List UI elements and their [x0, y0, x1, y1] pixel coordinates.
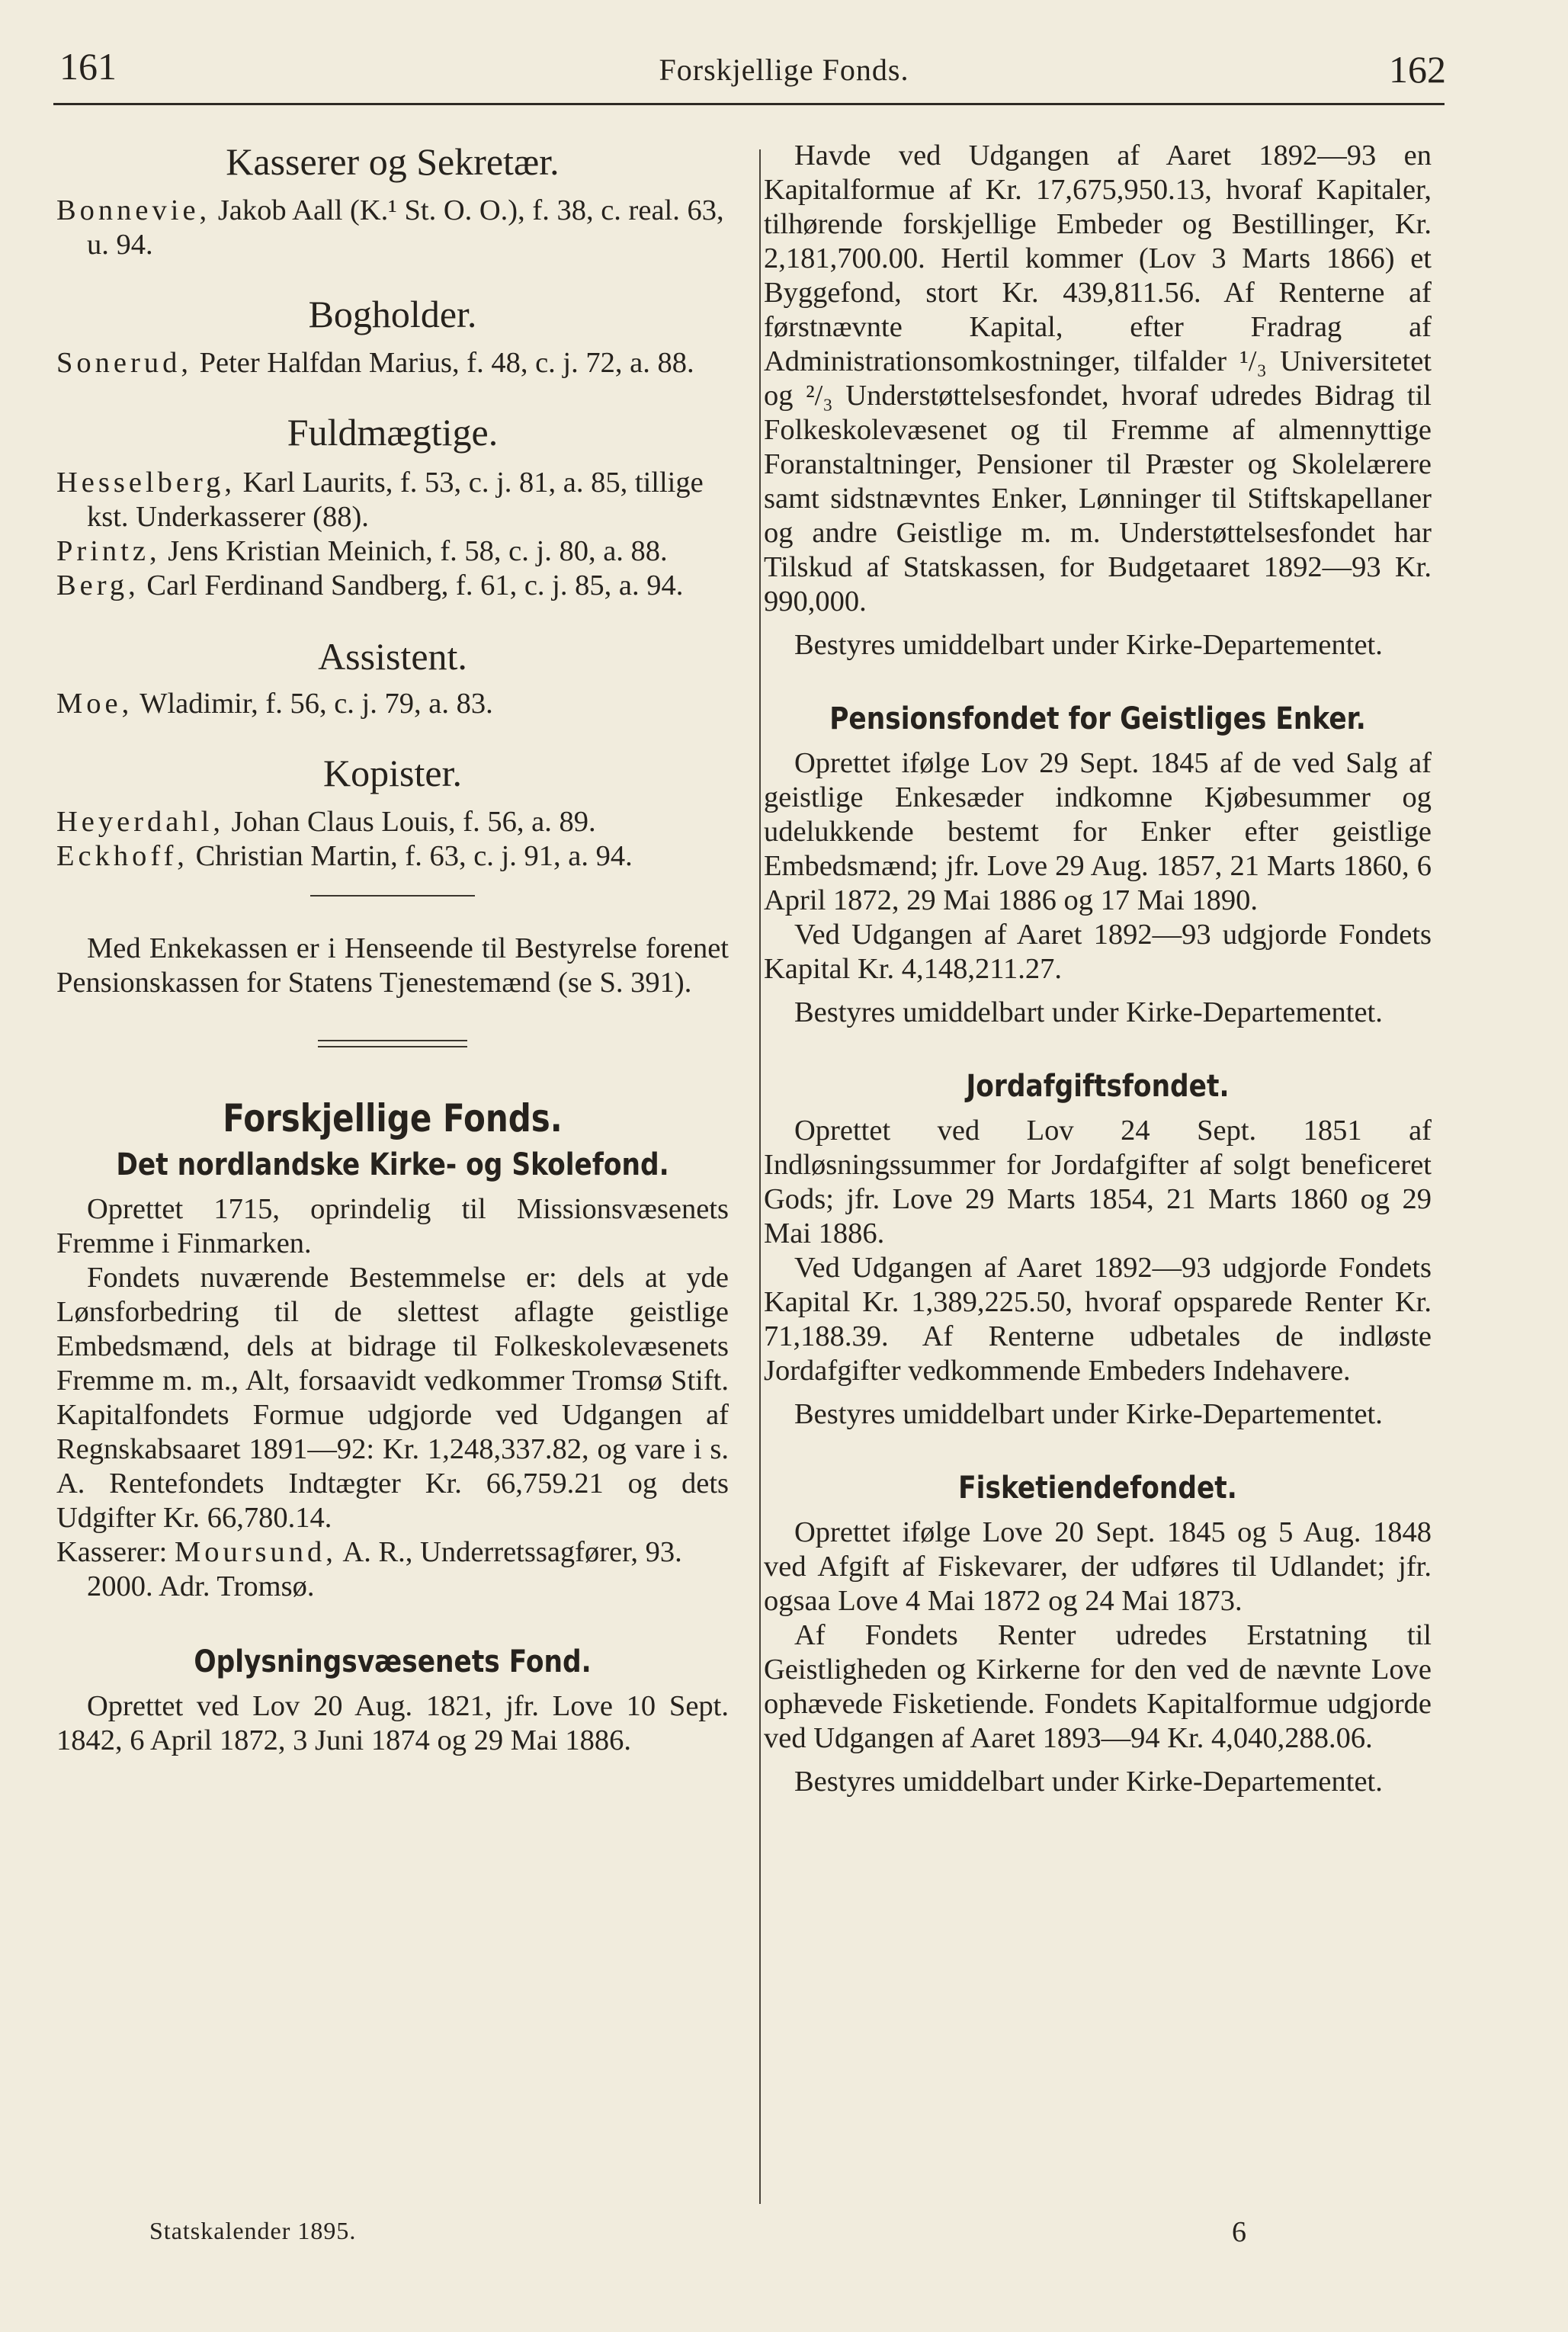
continuation-p2: Bestyres umiddelbart under Kirke-Departementet.: [794, 629, 1383, 661]
pensionsfondet-p2: Ved Udgangen af Aaret 1892—93 udgjorde Fondets Kapital Kr. 4,148,211.27.: [764, 919, 1432, 985]
footer-signature: 6: [1232, 2216, 1246, 2248]
nordlandske-p2: Fondets nuværende Bestemmelse er: dels at yde Lønsforbedring til de slettest aflagte geistlige Embedsmænd, dels at bidrage til Folkeskolevæsenets Fremme m. m., Alt, forsaavidt vedkommer Tromsø Stift. Kapitalfondets Formue udgjorde ved Udgangen af Regnskabsaaret 1891—92: Kr. 1,248,337.82, og vare i s. A. Rentefondets Indtægter Kr. 66,759.21 og dets Udgifter Kr. 66,780.14.: [56, 1262, 729, 1534]
pensionsfondet-p3: Bestyres umiddelbart under Kirke-Departementet.: [794, 996, 1383, 1028]
heading-oplysning: Oplysningsvæsenets Fond.: [194, 1644, 592, 1679]
entry-bonnevie: Bonnevie, Jakob Aall (K.¹ St. O. O.), f. 38, c. real. 63, u. 94.: [56, 194, 724, 261]
running-title: Forskjellige Fonds.: [659, 53, 909, 87]
pensionsfondet-p1: Oprettet ifølge Lov 29 Sept. 1845 af de ved Salg af geistlige Enkesæder indkomne Kjøbesummer og udelukkende bestemt for Enker efter geistlige Embedsmænd; jfr. Love 29 Aug. 1857, 21 Marts 1860, 6 April 1872, 29 Mai 1886 og 17 Mai 1890.: [764, 747, 1432, 916]
jordafgift-p2: Ved Udgangen af Aaret 1892—93 udgjorde Fondets Kapital Kr. 1,389,225.50, hvoraf opsparede Renter Kr. 71,188.39. Af Renterne udbetales de indløste Jordafgifter vedkommende Embeders Indehavere.: [764, 1252, 1432, 1387]
fisketiende-p3: Bestyres umiddelbart under Kirke-Departementet.: [794, 1766, 1383, 1798]
nordlandske-kasserer: Kasserer: Moursund, A. R., Underretssagfører, 93. 2000. Adr. Tromsø.: [56, 1536, 682, 1602]
heading-bogholder: Bogholder.: [308, 293, 477, 335]
double-rule: [318, 1040, 467, 1047]
nordlandske-p1: Oprettet 1715, oprindelig til Missionsvæsenets Fremme i Finmarken.: [56, 1193, 729, 1259]
heading-assistent: Assistent.: [318, 635, 467, 678]
fisketiende-p2: Af Fondets Renter udredes Erstatning til Geistligheden og Kirkerne for den ved de nævnte Love ophævede Fisketiende. Fondets Kapitalformue udgjorde ved Udgangen af Aaret 1893—94 Kr. 4,040,288.06.: [764, 1619, 1432, 1754]
left-column: [56, 139, 729, 1758]
entry-sonerud: Sonerud, Peter Halfdan Marius, f. 48, c. j. 72, a. 88.: [56, 347, 694, 379]
heading-fisketiende: Fisketiendefondet.: [958, 1471, 1237, 1506]
right-column: [764, 139, 1432, 1799]
heading-jordafgift: Jordafgiftsfondet.: [966, 1069, 1230, 1104]
oplysning-p1: Oprettet ved Lov 20 Aug. 1821, jfr. Love 10 Sept. 1842, 6 April 1872, 3 Juni 1874 og 29 Mai 1886.: [56, 1690, 729, 1756]
entry-heyerdahl: Heyerdahl, Johan Claus Louis, f. 56, a. 89.: [56, 806, 596, 838]
entry-eckhoff: Eckhoff, Christian Martin, f. 63, c. j. 91, a. 94.: [56, 840, 633, 872]
fisketiende-p1: Oprettet ifølge Love 20 Sept. 1845 og 5 Aug. 1848 ved Afgift af Fiskevarer, der udføres til Udlandet; jfr. ogsaa Love 4 Mai 1872 og 24 Mai 1873.: [764, 1516, 1432, 1617]
continuation-p1: Havde ved Udgangen af Aaret 1892—93 en Kapitalformue af Kr. 17,675,950.13, hvoraf Kapitaler, tilhørende forskjellige Embeder og Bestillinger, Kr. 2,181,700.00. Hertil kommer (Lov 3 Marts 1866) et Byggefond, stort Kr. 439,811.56. Af Renterne af førstnævnte Kapital, efter Fradrag af Administrationsomkostninger, tilfalder ¹/₃ Universitetet og ²/₃ Understøttelsesfondet, hvoraf udredes Bidrag til Folkeskolevæsenet og til Fremme af almennyttige Foranstaltninger, Pensioner til Præster og Skolelærere samt sidstnævntes Enker, Lønninger til Stiftskapellaner og andre Geistlige m. m. Understøttelsesfondet har Tilskud af Statskassen, for Budgetaaret 1892—93 Kr. 990,000.: [764, 140, 1432, 617]
heading-kopister: Kopister.: [323, 752, 462, 794]
entry-printz: Printz, Jens Kristian Meinich, f. 58, c. j. 80, a. 88.: [56, 535, 668, 567]
enkekassen-note: Med Enkekassen er i Henseende til Bestyrelse forenet Pensionskassen for Statens Tjenestemænd (se S. 391).: [56, 932, 729, 999]
page-header: [0, 0, 1568, 114]
page-number-left: 161: [59, 45, 117, 88]
heading-forskjellige-fonds: Forskjellige Fonds.: [223, 1096, 563, 1140]
jordafgift-p3: Bestyres umiddelbart under Kirke-Departementet.: [794, 1398, 1383, 1430]
heading-pensionsfondet: Pensionsfondet for Geistliges Enker.: [829, 701, 1366, 736]
column-divider: [759, 149, 761, 2204]
header-rule: [53, 103, 1445, 105]
heading-fuldmaegtige: Fuldmægtige.: [287, 411, 499, 454]
entry-hesselberg: Hesselberg, Karl Laurits, f. 53, c. j. 81, a. 85, tillige kst. Underkasserer (88).: [56, 467, 704, 533]
footer-statskalender: Statskalender 1895.: [149, 2217, 357, 2244]
page-number-right: 162: [1389, 48, 1446, 91]
jordafgift-p1: Oprettet ved Lov 24 Sept. 1851 af Indløsningssummer for Jordafgifter af solgt beneficeret Gods; jfr. Love 29 Marts 1854, 21 Marts 1860 og 29 Mai 1886.: [764, 1115, 1432, 1249]
entry-moe: Moe, Wladimir, f. 56, c. j. 79, a. 83.: [56, 688, 493, 720]
heading-nordlandske: Det nordlandske Kirke- og Skolefond.: [116, 1147, 669, 1182]
heading-kasserer: Kasserer og Sekretær.: [226, 140, 560, 183]
entry-berg: Berg, Carl Ferdinand Sandberg, f. 61, c. j. 85, a. 94.: [56, 569, 684, 601]
